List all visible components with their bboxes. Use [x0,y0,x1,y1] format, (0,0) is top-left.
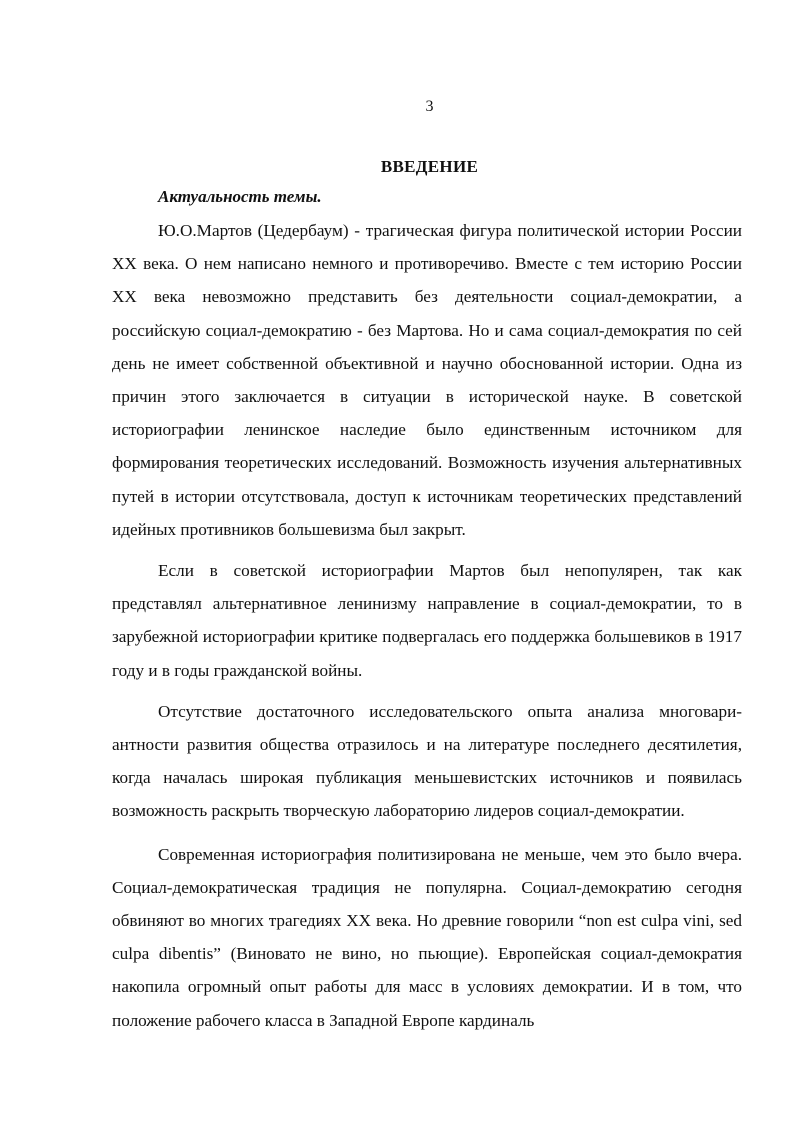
paragraph-2: Если в советской историографии Мартов был непопулярен, так как представлял альтернативное ленинизму направление в социал-демократии, то в зарубежной историографии критике подвергалась его поддержка большевиков в 1917 году и в годы гражданской войны. [112,561,742,680]
page-number: 3 [425,98,434,115]
subsection-heading: Актуальность темы. [158,187,322,206]
paragraph-4: Современная историография политизирована не меньше, чем это было вчера. Социал-демократическая традиция не популярна. Социал-демократию сегодня обвиняют во многих трагедиях XX века. Но древние говорили “non est culpa vini, sed culpa dibentis” (Виновато не вино, но пьющие). Европейская социал-демократия накопила огромный опыт работы для масс в условиях демократии. И в том, что положение рабочего класса в Западной Европе кардиналь [112,844,742,1030]
section-heading: ВВЕДЕНИЕ [380,157,479,176]
body-text [112,214,742,1037]
paragraph-3: Отсутствие достаточного исследовательского опыта анализа многовариантности развития общества отразилось и на литературе последнего десятилетия, когда началась широкая публикация меньшевистских источников и появилась возможность раскрыть творческую лабораторию лидеров социал-демократии. [112,701,742,821]
paragraph-1: Ю.О.Мартов (Цедербаум) - трагическая фигура политической истории России XX века. О нем написано немного и противоречиво. Вместе с тем историю России XX века невозможно представить без деятельности социал-демократии, а российскую социал-демократию - без Мартова. Но и сама социал-демократия по сей день не имеет собственной объективной и научно обоснованной истории. Одна из причин этого заключается в ситуации в исторической науке. В советской историографии ленинское наследие было единственным источником для формирования теоретических исследований. Возможность изучения альтернативных путей в истории отсутствовала, доступ к источникам теоретических представлений идейных противников большевизма был закрыт. [112,221,742,539]
